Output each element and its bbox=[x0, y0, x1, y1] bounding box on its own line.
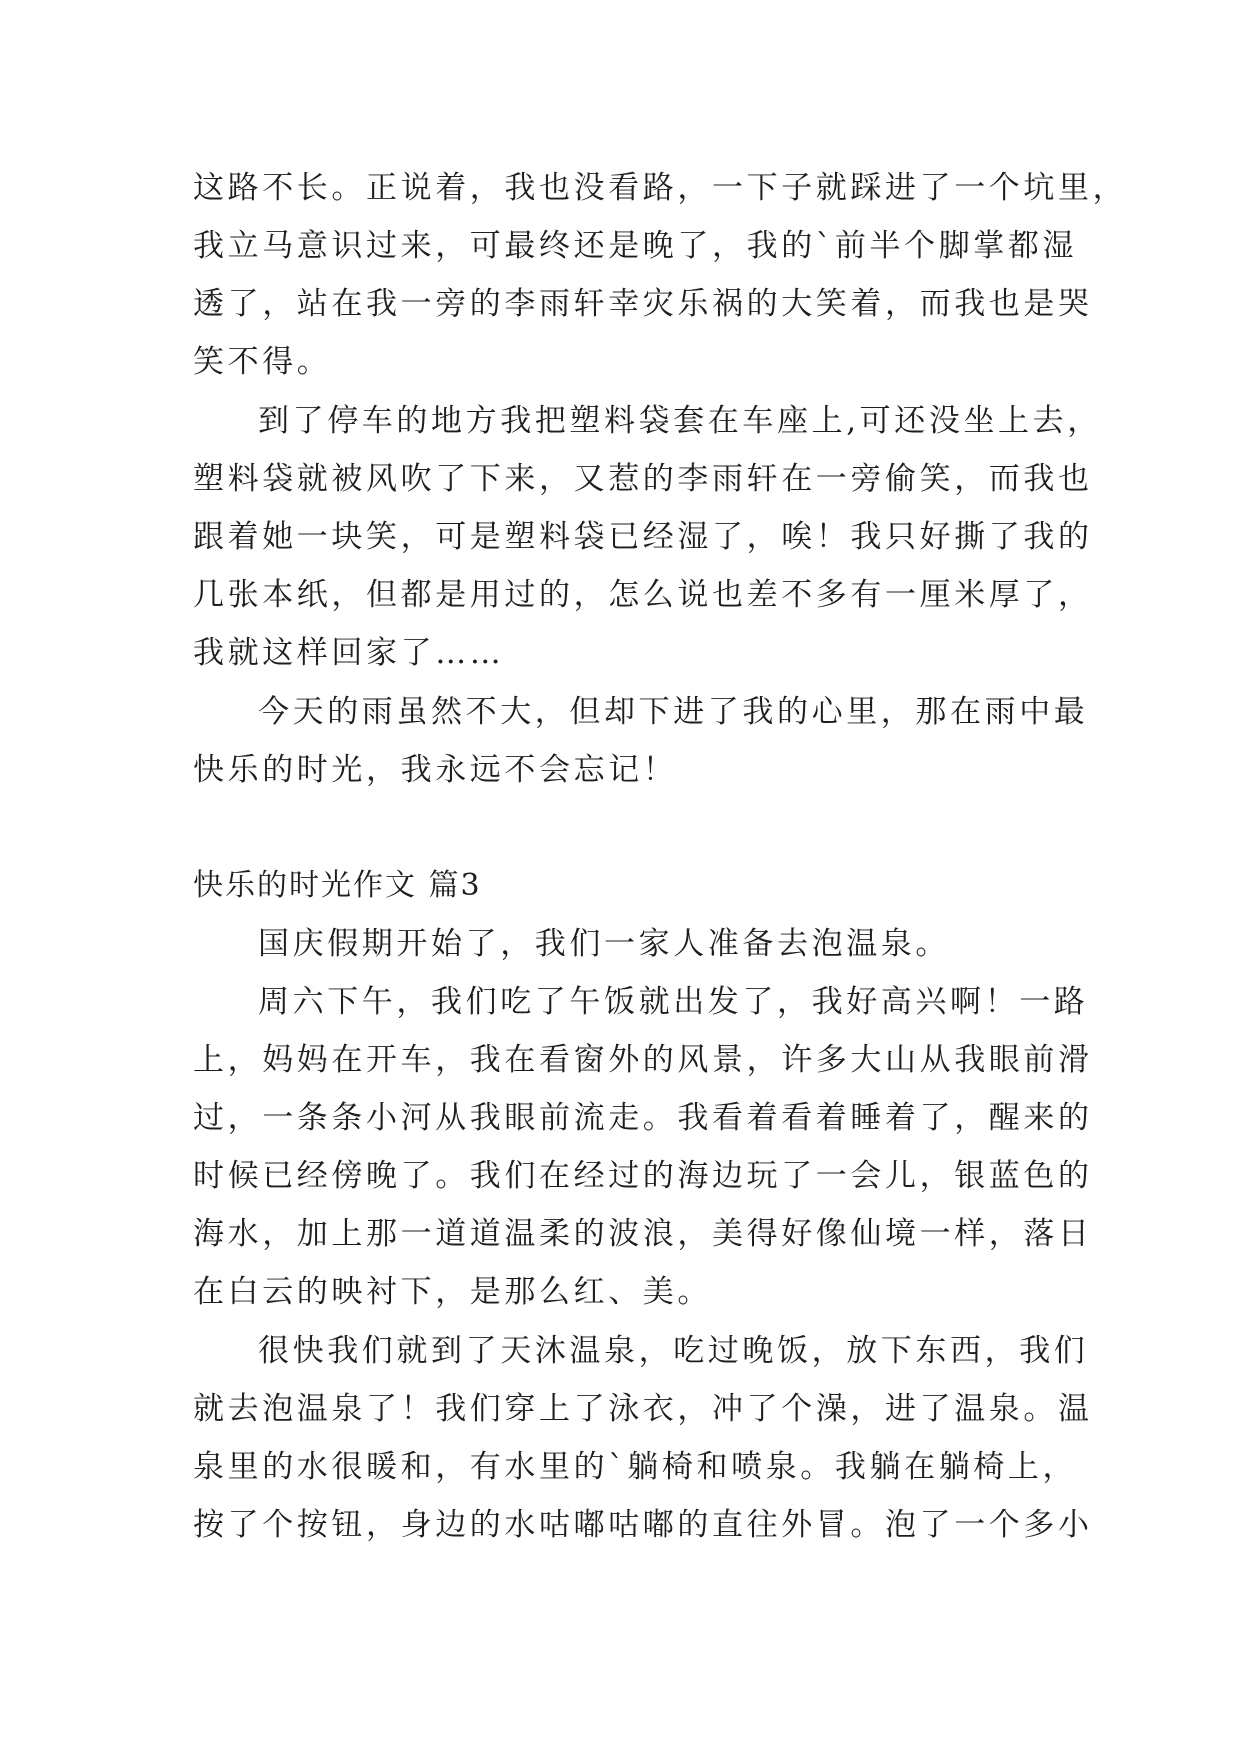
paragraph-line: 按了个按钮，身边的水咕嘟咕嘟的直往外冒。泡了一个多小 bbox=[193, 1507, 1093, 1543]
paragraph-line: 国庆假期开始了，我们一家人准备去泡温泉。 bbox=[258, 926, 950, 962]
paragraph-line: 就去泡温泉了！我们穿上了泳衣，冲了个澡，进了温泉。温 bbox=[193, 1391, 1093, 1427]
paragraph-line: 笑不得。 bbox=[193, 344, 332, 380]
paragraph-line: 透了，站在我一旁的李雨轩幸灾乐祸的大笑着，而我也是哭 bbox=[193, 286, 1093, 322]
paragraph-line: 到了停车的地方我把塑料袋套在车座上,可还没坐上去， bbox=[258, 403, 1102, 439]
paragraph-line: 很快我们就到了天沐温泉，吃过晚饭，放下东西，我们 bbox=[258, 1333, 1089, 1369]
section-heading: 快乐的时光作文 篇3 bbox=[193, 868, 482, 903]
paragraph-line: 这路不长。正说着，我也没看路，一下子就踩进了一个坑里， bbox=[193, 170, 1128, 206]
paragraph-line: 周六下午，我们吃了午饭就出发了，我好高兴啊！一路 bbox=[258, 984, 1089, 1020]
paragraph-line: 几张本纸，但都是用过的，怎么说也差不多有一厘米厚了， bbox=[193, 577, 1093, 613]
paragraph-line: 过，一条条小河从我眼前流走。我看着看着睡着了，醒来的 bbox=[193, 1100, 1093, 1136]
paragraph-line: 今天的雨虽然不大，但却下进了我的心里，那在雨中最 bbox=[258, 694, 1089, 730]
paragraph-line: 在白云的映衬下，是那么红、美。 bbox=[193, 1274, 712, 1310]
paragraph-line: 时候已经傍晚了。我们在经过的海边玩了一会儿，银蓝色的 bbox=[193, 1158, 1093, 1194]
paragraph-line: 上，妈妈在开车，我在看窗外的风景，许多大山从我眼前滑 bbox=[193, 1042, 1093, 1078]
paragraph-line: 海水，加上那一道道温柔的波浪，美得好像仙境一样，落日 bbox=[193, 1216, 1093, 1252]
paragraph-line: 泉里的水很暖和，有水里的`躺椅和喷泉。我躺在躺椅上， bbox=[193, 1449, 1078, 1485]
paragraph-line: 快乐的时光，我永远不会忘记！ bbox=[193, 752, 678, 788]
paragraph-line: 我就这样回家了…… bbox=[193, 635, 505, 671]
paragraph-line: 跟着她一块笑，可是塑料袋已经湿了，唉！我只好撕了我的 bbox=[193, 519, 1093, 555]
paragraph-line: 我立马意识过来，可最终还是晚了，我的`前半个脚掌都湿 bbox=[193, 228, 1078, 264]
paragraph-line: 塑料袋就被风吹了下来，又惹的李雨轩在一旁偷笑，而我也 bbox=[193, 461, 1093, 497]
